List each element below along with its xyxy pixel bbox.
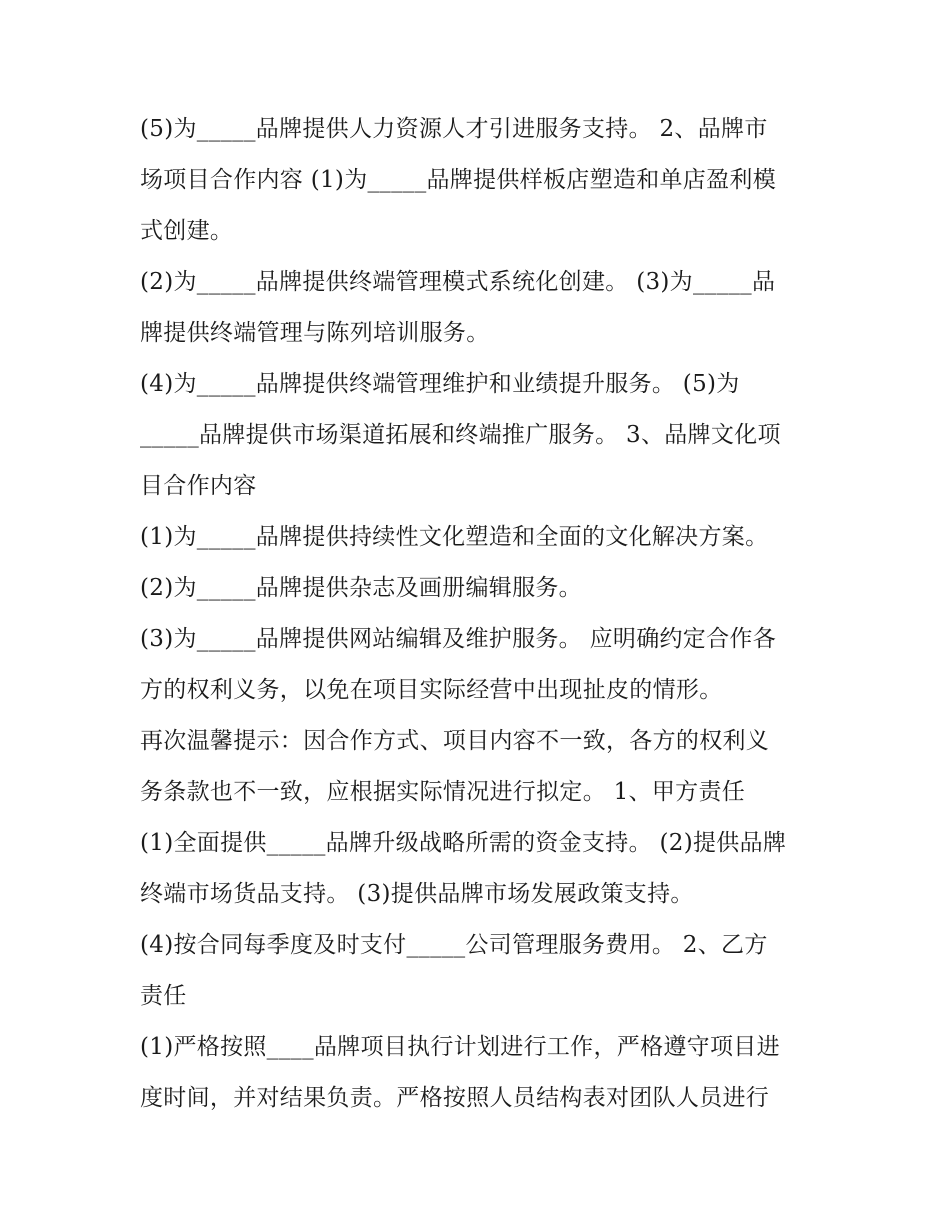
text-line: (1)为_____品牌提供持续性文化塑造和全面的文化解决方案。: [140, 524, 769, 550]
text-line: 牌提供终端管理与陈列培训服务。: [140, 320, 490, 346]
text-line: 终端市场货品支持。 (3)提供品牌市场发展政策支持。: [140, 881, 694, 907]
text-line: (3)为_____品牌提供网站编辑及维护服务。 应明确约定合作各: [140, 626, 776, 652]
text-line: 务条款也不一致，应根据实际情况进行拟定。 1、甲方责任: [140, 779, 746, 805]
text-line: (2)为_____品牌提供杂志及画册编辑服务。: [140, 575, 582, 601]
text-line: (2)为_____品牌提供终端管理模式系统化创建。 (3)为_____品: [140, 269, 776, 295]
text-line: 式创建。: [140, 218, 234, 244]
text-line: 度时间，并对结果负责。严格按照人员结构表对团队人员进行: [140, 1085, 770, 1111]
text-line: _____品牌提供市场渠道拓展和终端推广服务。 3、品牌文化项: [140, 422, 781, 448]
text-line: 方的权利义务，以免在项目实际经营中出现扯皮的情形。: [140, 677, 723, 703]
text-line: (4)为_____品牌提供终端管理维护和业绩提升服务。 (5)为: [140, 371, 740, 397]
text-line: (1)全面提供_____品牌升级战略所需的资金支持。 (2)提供品牌: [140, 830, 787, 856]
text-line: (5)为_____品牌提供人力资源人才引进服务支持。 2、品牌市: [140, 116, 768, 142]
text-line: 再次温馨提示：因合作方式、项目内容不一致，各方的权利义: [140, 728, 770, 754]
text-line: (4)按合同每季度及时支付_____公司管理服务费用。 2、乙方: [140, 932, 768, 958]
text-line: 目合作内容: [140, 473, 257, 499]
text-line: (1)严格按照____品牌项目执行计划进行工作，严格遵守项目进: [140, 1034, 780, 1060]
text-line: 场项目合作内容 (1)为_____品牌提供样板店塑造和单店盈利模: [140, 167, 776, 193]
text-line: 责任: [140, 983, 187, 1009]
